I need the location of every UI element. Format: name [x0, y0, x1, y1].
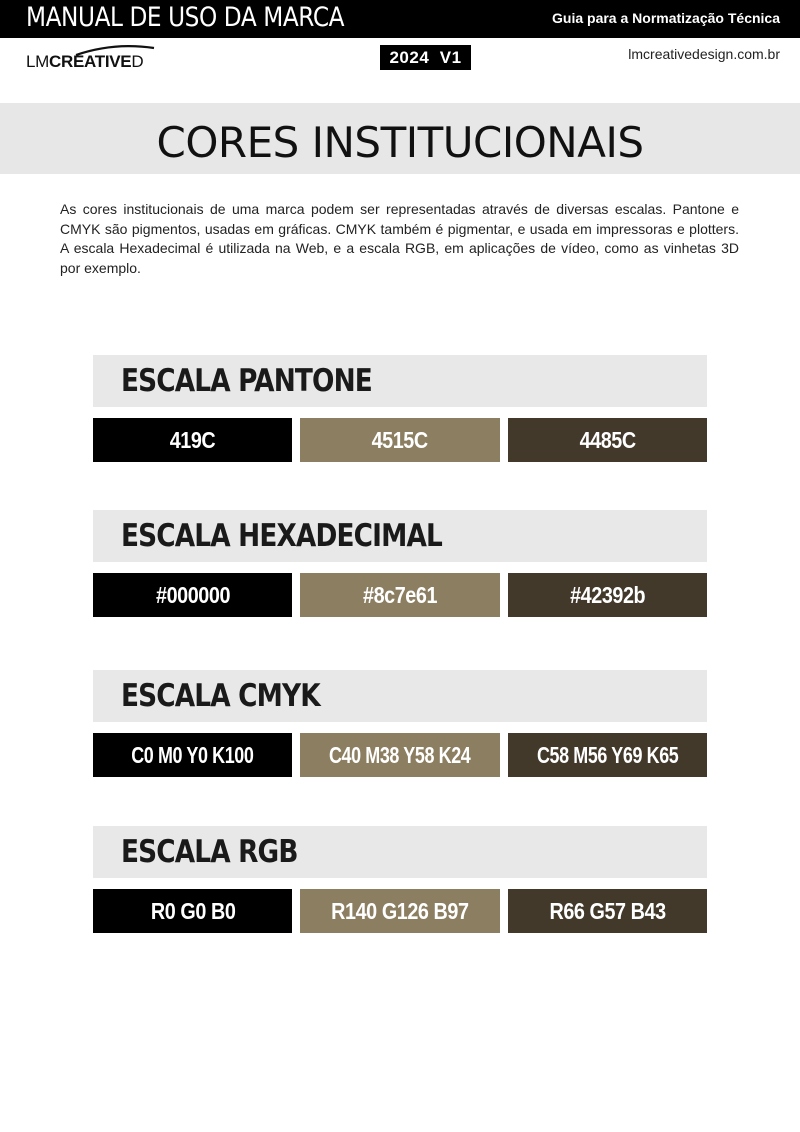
section-title: ESCALA RGB	[121, 834, 298, 870]
guide-subtitle: Guia para a Normatização Técnica	[552, 10, 780, 26]
swatch-black	[93, 889, 292, 933]
brand-logo	[26, 44, 156, 72]
section-title: ESCALA CMYK	[121, 678, 320, 714]
swatch-brown	[508, 733, 707, 777]
intro-paragraph: As cores institucionais de uma marca podem ser representadas através de diversas escalas. Pantone e CMYK são pigmentos, usadas em gráficas. CMYK também é pigmentar, e usada em impressoras e plotters. A escala Hexadecimal é utilizada na Web, e a escala RGB, em aplicações de vídeo, como as vinhetas 3D por exemplo.	[60, 201, 739, 276]
swatch-row	[93, 889, 707, 933]
swatch-brown	[508, 889, 707, 933]
swatch-label: C40 M38 Y58 K24	[329, 741, 471, 768]
manual-title: MANUAL DE USO DA MARCA	[26, 2, 345, 33]
swatch-label: 4485C	[579, 426, 636, 453]
swatch-label: C0 M0 Y0 K100	[131, 741, 254, 768]
swatch-label: R66 G57 B43	[549, 897, 666, 924]
swatch-label: #42392b	[569, 581, 645, 608]
logo-end-part: D	[131, 52, 144, 71]
swatch-label: #8c7e61	[362, 581, 437, 608]
section-title: ESCALA PANTONE	[121, 363, 372, 399]
section-header	[93, 355, 707, 407]
version-badge: 2024 V1	[380, 45, 471, 70]
section-header	[93, 826, 707, 878]
section-rgb	[93, 826, 707, 933]
website-link[interactable]: lmcreativedesign.com.br	[628, 46, 780, 62]
section-title: ESCALA HEXADECIMAL	[121, 518, 442, 554]
swatch-label: C58 M56 Y69 K65	[536, 741, 679, 768]
section-header	[93, 510, 707, 562]
swatch-gold	[300, 573, 499, 617]
swatch-label: 419C	[169, 426, 216, 453]
swatch-label: #000000	[155, 581, 230, 608]
swatch-brown	[508, 573, 707, 617]
section-hexadecimal	[93, 510, 707, 617]
swatch-black	[93, 733, 292, 777]
swatch-brown	[508, 418, 707, 462]
swatch-row	[93, 418, 707, 462]
top-bar	[0, 0, 800, 38]
swatch-row	[93, 573, 707, 617]
logo-bold-part: CREATIVE	[49, 52, 132, 71]
swatch-gold	[300, 889, 499, 933]
section-header	[93, 670, 707, 722]
swatch-gold	[300, 733, 499, 777]
swatch-row	[93, 733, 707, 777]
section-cmyk	[93, 670, 707, 777]
swatch-label: R0 G0 B0	[150, 897, 235, 924]
logo-wordmark	[26, 52, 143, 72]
title-band	[0, 103, 800, 174]
swatch-label: 4515C	[371, 426, 429, 453]
swatch-black	[93, 418, 292, 462]
swatch-black	[93, 573, 292, 617]
logo-light-part: LM	[26, 52, 50, 71]
section-pantone	[93, 355, 707, 462]
page-title: CORES INSTITUCIONAIS	[156, 118, 644, 167]
swatch-label: R140 G126 B97	[331, 897, 469, 924]
swatch-gold	[300, 418, 499, 462]
